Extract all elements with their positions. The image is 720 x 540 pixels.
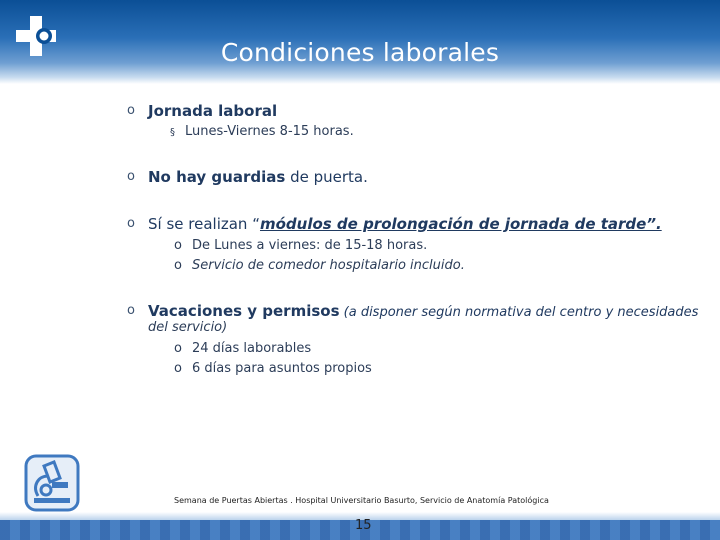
bullet-marker: o (127, 169, 135, 184)
sub-bullet-marker: o (174, 238, 182, 253)
sub-bullet-marker: § (170, 127, 175, 138)
sub-bullet-text: Lunes-Viernes 8-15 horas. (185, 124, 354, 139)
sub-bullet-horario (170, 124, 354, 139)
slide-title: Condiciones laborales (220, 38, 500, 67)
sub-bullet-dias-laborables (174, 341, 311, 356)
bullet-text-bold: No hay guardias (148, 168, 286, 186)
sub-bullet-text: 6 días para asuntos propios (191, 361, 372, 376)
sub-bullet-marker: o (174, 341, 182, 356)
page-number: 15 (355, 518, 372, 533)
bullet-marker: o (127, 303, 135, 318)
bullet-text: de puerta. (285, 168, 368, 186)
sub-bullet-marker: o (174, 258, 182, 273)
sub-bullet-text: De Lunes a viernes: de 15-18 horas. (191, 238, 428, 253)
microscope-icon (22, 452, 82, 514)
bullet-text-note: (a disponer según normativa del centro y necesidades (339, 305, 699, 320)
bullet-text: Sí se realizan “ (148, 215, 260, 233)
sub-bullet-asuntos-propios (174, 361, 372, 376)
bullet-text-emphasis: módulos de prolongación de jornada de tarde”. (259, 215, 662, 233)
footer-note: Semana de Puertas Abiertas . Hospital Universitario Basurto, Servicio de Anatomía Patológica (174, 496, 549, 505)
sub-bullet-marker: o (174, 361, 182, 376)
bullet-text: Jornada laboral (148, 102, 278, 120)
bullet-marker: o (127, 103, 135, 118)
sub-bullet-horario-tarde (174, 238, 427, 253)
sub-bullet-text: Servicio de comedor hospitalario incluido. (191, 258, 465, 273)
bullet-marker: o (127, 216, 135, 231)
sub-bullet-text: 24 días laborables (191, 341, 312, 356)
sub-bullet-comedor (174, 258, 465, 273)
bullet-text-bold: Vacaciones y permisos (148, 302, 340, 320)
bullet-continuation: del servicio) (148, 320, 228, 335)
